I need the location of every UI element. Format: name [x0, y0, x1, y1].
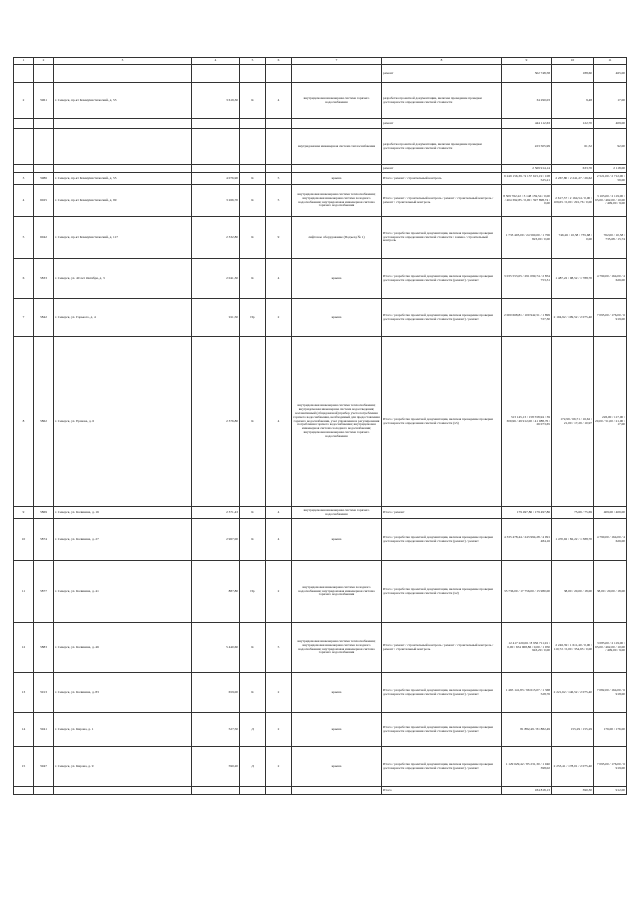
floors-cell: 5: [266, 173, 292, 185]
max-cost-cell: 226,00 / 117,00 / 20,00 / 51,00 / 21,00 / 17,00: [594, 337, 627, 507]
max-cost-cell: 176,00 / 176,00: [594, 713, 627, 747]
type-cell: К: [240, 673, 266, 713]
row-number-cell: 4: [14, 185, 34, 217]
house-id-cell: [34, 119, 54, 129]
area-cell: 2 332,80: [192, 217, 240, 259]
table-row: [14, 119, 627, 129]
area-cell: 4 076,90: [192, 173, 240, 185]
unit-cost-cell: 390,30: [552, 787, 594, 795]
floors-cell: [266, 65, 292, 83]
floors-cell: [266, 165, 292, 173]
address-cell: г. Северск, пр-кт Коммунистический, д. 55: [54, 173, 192, 185]
area-cell: [192, 165, 240, 173]
cost-cell: 184 818,13: [502, 787, 552, 795]
cost-cell: 33 736,00 / 17 756,00 / 15 980,00: [502, 561, 552, 623]
unit-cost-cell: 122,70: [552, 119, 594, 129]
unit-cost-cell: 633,70: [552, 165, 594, 173]
house-id-cell: 5883: [34, 623, 54, 673]
max-cost-cell: 92,00: [594, 129, 627, 165]
service-cell: Итого / разработка проектной документации, включая проведение проверки достоверности определения сметной стоимости (ремонт) / ремонт: [382, 259, 502, 299]
floors-cell: 5: [266, 623, 292, 673]
cost-cell: 223 505,99: [502, 129, 552, 165]
type-cell: К: [240, 217, 266, 259]
floors-cell: [266, 129, 292, 165]
table-row: [14, 673, 627, 713]
type-cell: К: [240, 507, 266, 519]
address-cell: г. Северск, ул. Калинина, д. 83: [54, 673, 192, 713]
type-cell: [240, 787, 266, 795]
table-row: [14, 129, 627, 165]
type-cell: К: [240, 173, 266, 185]
service-cell: Итого / ремонт / строительный контроль: [382, 173, 502, 185]
cost-cell: 9 249 156,39 / 9 137 615,19 / 108 525,21: [502, 173, 552, 185]
max-cost-cell: 409,00 / 409,00: [594, 507, 627, 519]
area-cell: [192, 129, 240, 165]
house-id-cell: [34, 787, 54, 795]
house-id-cell: 5842: [34, 299, 54, 337]
row-number-cell: 7: [14, 299, 34, 337]
area-cell: 527,50: [192, 713, 240, 747]
type-cell: К: [240, 337, 266, 507]
unit-cost-cell: 2 246,39 / 1 611,40 / 0,00 / 110,72 / 0,00 / 354,93 / 0,00: [552, 623, 594, 673]
floors-cell: 5: [266, 185, 292, 217]
max-cost-cell: 409,00: [594, 119, 627, 129]
floors-cell: [266, 787, 292, 795]
service-cell: Итого / разработка проектной документации, включая проведение проверки достоверности определения сметной стоимости (ремонт) / ремонт: [382, 299, 502, 337]
type-cell: Пр: [240, 299, 266, 337]
unit-cost-cell: 155,29 / 155,29: [552, 713, 594, 747]
type-cell: [240, 129, 266, 165]
type-cell: К: [240, 83, 266, 119]
address-cell: г. Северск, ул. 40 лет Октября, д. 3: [54, 259, 192, 299]
address-cell: г. Северск, ул. Калинина, д. 46: [54, 623, 192, 673]
house-id-cell: 5874: [34, 519, 54, 561]
max-cost-cell: 4 790,00 / 164,00 / 4 626,00: [594, 519, 627, 561]
address-cell: г. Северск, пр-кт Коммунистический, д. 117: [54, 217, 192, 259]
service-cell: Итого / ремонт: [382, 507, 502, 519]
unit-cost-cell: 2 617,37 / 2 164,54 / 0,00 / 109,65 / 0,00 / 291,76 / 0,00: [552, 185, 594, 217]
cost-cell: 2 000 668,81 / 100 942,51 / 1 899 727,30: [502, 299, 552, 337]
repair-schedule-table: [13, 57, 627, 795]
row-number-cell: 8: [14, 337, 34, 507]
service-cell: Итого / ремонт / строительный контроль / ремонт / строительный контроль / ремонт / строительный контроль: [382, 623, 502, 673]
unit-cost-cell: 2 253,41 / 178,01 / 2 075,40: [552, 747, 594, 787]
floors-cell: 4: [266, 259, 292, 299]
work-type-cell: крыша: [292, 259, 382, 299]
address-cell: г. Северск, ул. Ершова, д. 6: [54, 337, 192, 507]
cost-cell: 444 112,63: [502, 119, 552, 129]
area-cell: 3 266,70: [192, 185, 240, 217]
house-id-cell: 5862: [34, 337, 54, 507]
type-cell: [240, 65, 266, 83]
row-number-cell: 10: [14, 519, 34, 561]
header-cell: 2: [34, 58, 54, 65]
work-type-cell: внутридомовая инженерная система горячего водоснабжения: [292, 507, 382, 519]
address-cell: г. Северск, пр-кт Коммунистический, д. 53: [54, 83, 192, 119]
work-type-cell: крыша: [292, 519, 382, 561]
floors-cell: 2: [266, 747, 292, 787]
type-cell: К: [240, 623, 266, 673]
area-cell: 2 041,30: [192, 259, 240, 299]
area-cell: [192, 787, 240, 795]
max-cost-cell: 762,00 / 10,58 / 735,68 / 15,74: [594, 217, 627, 259]
house-id-cell: 5869: [34, 507, 54, 519]
cost-cell: 12 417 220,06 / 8 956 711,91 / 0,00 / 654 968,86 / 0,00 / 1 950 943,29 / 0,00: [502, 623, 552, 673]
work-type-cell: внутридомовая инженерная система холодного водоснабжения; внутридомовая инженерная система горячего водоснабжения: [292, 561, 382, 623]
table-row: [14, 519, 627, 561]
house-id-cell: 5913: [34, 673, 54, 713]
max-cost-cell: 2 118,00: [594, 165, 627, 173]
floors-cell: 2: [266, 299, 292, 337]
cost-cell: 8 509 762,22 / 3 148 159,54 / 0,00 / 404 392,85 / 0,00 / 597 898,74 / 0,00: [502, 185, 552, 217]
row-number-cell: 11: [14, 561, 34, 623]
type-cell: Пр: [240, 561, 266, 623]
header-cell: 3: [54, 58, 192, 65]
unit-cost-cell: 2 267,80 / 2 241,27 / 26,62: [552, 173, 594, 185]
table-row: [14, 185, 627, 217]
work-type-cell: лифтовое оборудование (Подъезд № 1): [292, 217, 382, 259]
address-cell: г. Северск, ул. Калинина, д. 27: [54, 519, 192, 561]
service-cell: Итого / разработка проектной документации, включая проведение проверки достоверности определения сметной стоимости (ремонт) / ремонт: [382, 713, 502, 747]
header-cell: 6: [266, 58, 292, 65]
cost-cell: 3 035 553,05 / 291 099,74 / 2 854 753,31: [502, 259, 552, 299]
house-id-cell: 5833: [34, 259, 54, 299]
max-cost-cell: 7 095,00 / 176,00 / 6 919,00: [594, 299, 627, 337]
address-cell: [54, 165, 192, 173]
address-cell: г. Северск, пр-кт Коммунистический, д. 99: [54, 185, 192, 217]
address-cell: г. Северск, ул. Кирова, д. 1: [54, 713, 192, 747]
row-number-cell: 2: [14, 83, 34, 119]
unit-cost-cell: 2 221,62 / 146,52 / 2 075,40: [552, 673, 594, 713]
house-id-cell: 5877: [34, 561, 54, 623]
service-cell: Итого / разработка проектной документации, включая проведение проверки достоверности определения сметной стоимости (ремонт) / ремонт: [382, 519, 502, 561]
max-cost-cell: 17,00: [594, 83, 627, 119]
header-cell: 7: [292, 58, 382, 65]
work-type-cell: [292, 65, 382, 83]
row-number-cell: [14, 165, 34, 173]
type-cell: К: [240, 259, 266, 299]
cost-cell: 179 497,86 / 179 497,86: [502, 507, 552, 519]
area-cell: 659,00: [192, 673, 240, 713]
row-number-cell: [14, 65, 34, 83]
row-number-cell: [14, 119, 34, 129]
type-cell: К: [240, 519, 266, 561]
work-type-cell: крыша: [292, 713, 382, 747]
floors-cell: 4: [266, 83, 292, 119]
cost-cell: 1 733 403,00 / 24 560,00 / 1 706 823,00 / 0,00: [502, 217, 552, 259]
table-row: [14, 83, 627, 119]
floors-cell: 9: [266, 217, 292, 259]
max-cost-cell: 3 165,00 / 2 119,00 / 65,00 / 462,00 / 10,00 / 409,00 / 9,00: [594, 185, 627, 217]
unit-cost-cell: 75,69 / 75,69: [552, 507, 594, 519]
type-cell: [240, 165, 266, 173]
row-number-cell: 14: [14, 713, 34, 747]
address-cell: [54, 119, 192, 129]
row-number-cell: 13: [14, 673, 34, 713]
house-id-cell: [34, 165, 54, 173]
row-number-cell: [14, 129, 34, 165]
cost-cell: 34 290,03: [502, 83, 552, 119]
unit-cost-cell: 188,60: [552, 65, 594, 83]
floors-cell: 4: [266, 337, 292, 507]
area-cell: 911,50: [192, 299, 240, 337]
type-cell: Д: [240, 747, 266, 787]
max-cost-cell: 912,00: [594, 787, 627, 795]
address-cell: г. Северск, ул. Калинина, д. 41: [54, 561, 192, 623]
floors-cell: 2: [266, 673, 292, 713]
work-type-cell: внутридомовая инженерная система теплоснабжения; внутридомовая инженерная система холодного водоснабжения; внутридомовая инженерная система горячего водоснабжения: [292, 185, 382, 217]
floors-cell: [266, 119, 292, 129]
cost-cell: 4 335 478,44 / 243 994,28 / 4 091 484,16: [502, 519, 552, 561]
cost-cell: 81 882,49 / 81 882,49: [502, 713, 552, 747]
work-type-cell: внутридомовая инженерная система горячего водоснабжения: [292, 83, 382, 119]
work-type-cell: крыша: [292, 747, 382, 787]
row-number-cell: 9: [14, 507, 34, 519]
address-cell: г. Северск, ул. Калинина, д. 16: [54, 507, 192, 519]
area-cell: 2 967,00: [192, 519, 240, 561]
house-id-cell: [34, 129, 54, 165]
header-cell: 5: [240, 58, 266, 65]
max-cost-cell: 7 082,00 / 164,00 / 6 918,00: [594, 673, 627, 713]
row-number-cell: 12: [14, 623, 34, 673]
header-cell: 10: [552, 58, 594, 65]
work-type-cell: крыша: [292, 173, 382, 185]
service-cell: Итого / ремонт / строительный контроль / ремонт / строительный контроль / ремонт / строительный контроль: [382, 185, 502, 217]
house-id-cell: 5986: [34, 173, 54, 185]
table-row: [14, 713, 627, 747]
max-cost-cell: 38,00 / 20,00 / 18,00: [594, 561, 627, 623]
work-type-cell: крыша: [292, 299, 382, 337]
table-row: [14, 259, 627, 299]
header-cell: 11: [594, 58, 627, 65]
area-cell: [192, 119, 240, 129]
type-cell: Д: [240, 713, 266, 747]
table-row: [14, 507, 627, 519]
cost-cell: 502 748,58: [502, 65, 552, 83]
unit-cost-cell: 1 470,92 / 82,22 / 1 388,70: [552, 519, 594, 561]
area-cell: 5 440,60: [192, 623, 240, 673]
row-number-cell: 6: [14, 259, 34, 299]
cost-cell: 1 129 629,42 / 85 231,30 / 1 040 398,02: [502, 747, 552, 787]
table-row: [14, 337, 627, 507]
table-row: [14, 623, 627, 673]
house-id-cell: 5941: [34, 713, 54, 747]
max-cost-cell: 3 085,00 / 2 119,00 / 65,00 / 462,00 / 10,00 / 409,00 / 9,00: [594, 623, 627, 673]
area-cell: 2 376,80: [192, 337, 240, 507]
table-row: [14, 173, 627, 185]
address-cell: [54, 129, 192, 165]
row-number-cell: 15: [14, 747, 34, 787]
row-number-cell: 3: [14, 173, 34, 185]
row-number-cell: [14, 787, 34, 795]
cost-cell: 313 145,13 / 158 558,94 / 39 309,96 / 49 912,00 / 41 088,76 / 26 073,65: [502, 337, 552, 507]
work-type-cell: [292, 165, 382, 173]
service-cell: Итого: [382, 787, 502, 795]
max-cost-cell: 465,00: [594, 65, 627, 83]
table-row: [14, 561, 627, 623]
service-cell: Итого / разработка проектной документации, включая проведение проверки достоверности определения сметной стоимости (ремонт) / ремонт: [382, 673, 502, 713]
type-cell: К: [240, 185, 266, 217]
house-id-cell: 6042: [34, 217, 54, 259]
work-type-cell: внутридомовая инженерная система теплоснабжения; внутридомовая инженерная система холодного водоснабжения; внутридомовая инженерная система горячего водоснабжения: [292, 623, 382, 673]
service-cell: ремонт: [382, 119, 502, 129]
area-cell: 3 619,30: [192, 83, 240, 119]
header-cell: 9: [502, 58, 552, 65]
floors-cell: 4: [266, 507, 292, 519]
unit-cost-cell: 746,26 / 10,58 / 735,68 / 0,00: [552, 217, 594, 259]
unit-cost-cell: 38,00 / 20,00 / 18,00: [552, 561, 594, 623]
header-cell: 4: [192, 58, 240, 65]
service-cell: разработка проектной документации, включая проведение проверки достоверности определения сметной стоимости: [382, 83, 502, 119]
table-row: [14, 217, 627, 259]
address-cell: г. Северск, ул. Горького, д. 4: [54, 299, 192, 337]
row-number-cell: 5: [14, 217, 34, 259]
unit-cost-cell: 172,99 / 66,71 / 16,62 / 21,00 / 17,29 / 10,97: [552, 337, 594, 507]
cost-cell: 2 569 914,14: [502, 165, 552, 173]
house-id-cell: [34, 65, 54, 83]
area-cell: [192, 65, 240, 83]
unit-cost-cell: 61,52: [552, 129, 594, 165]
house-id-cell: 5961: [34, 83, 54, 119]
max-cost-cell: 2 521,00 / 2 712,00 / 59,00: [594, 173, 627, 185]
service-cell: разработка проектной документации, включая проведение проверки достоверности определения сметной стоимости: [382, 129, 502, 165]
table-row: [14, 165, 627, 173]
table-row: [14, 299, 627, 337]
service-cell: ремонт: [382, 65, 502, 83]
service-cell: Итого / разработка проектной документации, включая проведение проверки достоверности определения сметной стоимости (x5): [382, 337, 502, 507]
area-cell: 590,20: [192, 747, 240, 787]
table-row: [14, 787, 627, 795]
table-row: [14, 65, 627, 83]
floors-cell: 4: [266, 519, 292, 561]
unit-cost-cell: 1 487,22 / 98,52 / 1 788,70: [552, 259, 594, 299]
service-cell: Итого / разработка проектной документации, включая проведение проверки достоверности определения сметной стоимости (x2): [382, 561, 502, 623]
address-cell: [54, 65, 192, 83]
work-type-cell: [292, 787, 382, 795]
work-type-cell: крыша: [292, 673, 382, 713]
cost-cell: 1 465 141,83 / 96 613,07 / 1 368 528,76: [502, 673, 552, 713]
house-id-cell: 5947: [34, 747, 54, 787]
table-row: [14, 747, 627, 787]
unit-cost-cell: 2 194,92 / 109,52 / 2 075,40: [552, 299, 594, 337]
service-cell: ремонт: [382, 165, 502, 173]
service-cell: Итого / разработка проектной документации, включая проведение проверки достоверности определения сметной стоимости / замена / строительный контроль: [382, 217, 502, 259]
area-cell: 887,80: [192, 561, 240, 623]
address-cell: г. Северск, ул. Кирова, д. 9: [54, 747, 192, 787]
work-type-cell: внутридомовая инженерная система теплоснабжения: [292, 129, 382, 165]
address-cell: [54, 787, 192, 795]
floors-cell: 2: [266, 561, 292, 623]
work-type-cell: внутридомовая инженерная система теплоснабжения; внутридомовая инженерная система водоотведения; коллективный (общедомовой) прибор учета потребления горячего водоснабжения, необходимый для предоставления горячего водоснабжения, узел управления и регулирования потребления горячего водоснабжения; внутридомовая инженерная система холодного водоснабжения; внутридомовая инженерная система горячего водоснабжения: [292, 337, 382, 507]
max-cost-cell: 7 095,00 / 176,00 / 6 919,00: [594, 747, 627, 787]
house-id-cell: 6025: [34, 185, 54, 217]
type-cell: [240, 119, 266, 129]
max-cost-cell: 4 790,00 / 164,00 / 4 626,00: [594, 259, 627, 299]
unit-cost-cell: 9,48: [552, 83, 594, 119]
work-type-cell: [292, 119, 382, 129]
area-cell: 2 371,43: [192, 507, 240, 519]
header-row: [14, 58, 627, 65]
header-cell: 1: [14, 58, 34, 65]
table-body: [14, 58, 627, 795]
floors-cell: 2: [266, 713, 292, 747]
service-cell: Итого / разработка проектной документации, включая проведение проверки достоверности определения сметной стоимости (ремонт) / ремонт: [382, 747, 502, 787]
header-cell: 8: [382, 58, 502, 65]
